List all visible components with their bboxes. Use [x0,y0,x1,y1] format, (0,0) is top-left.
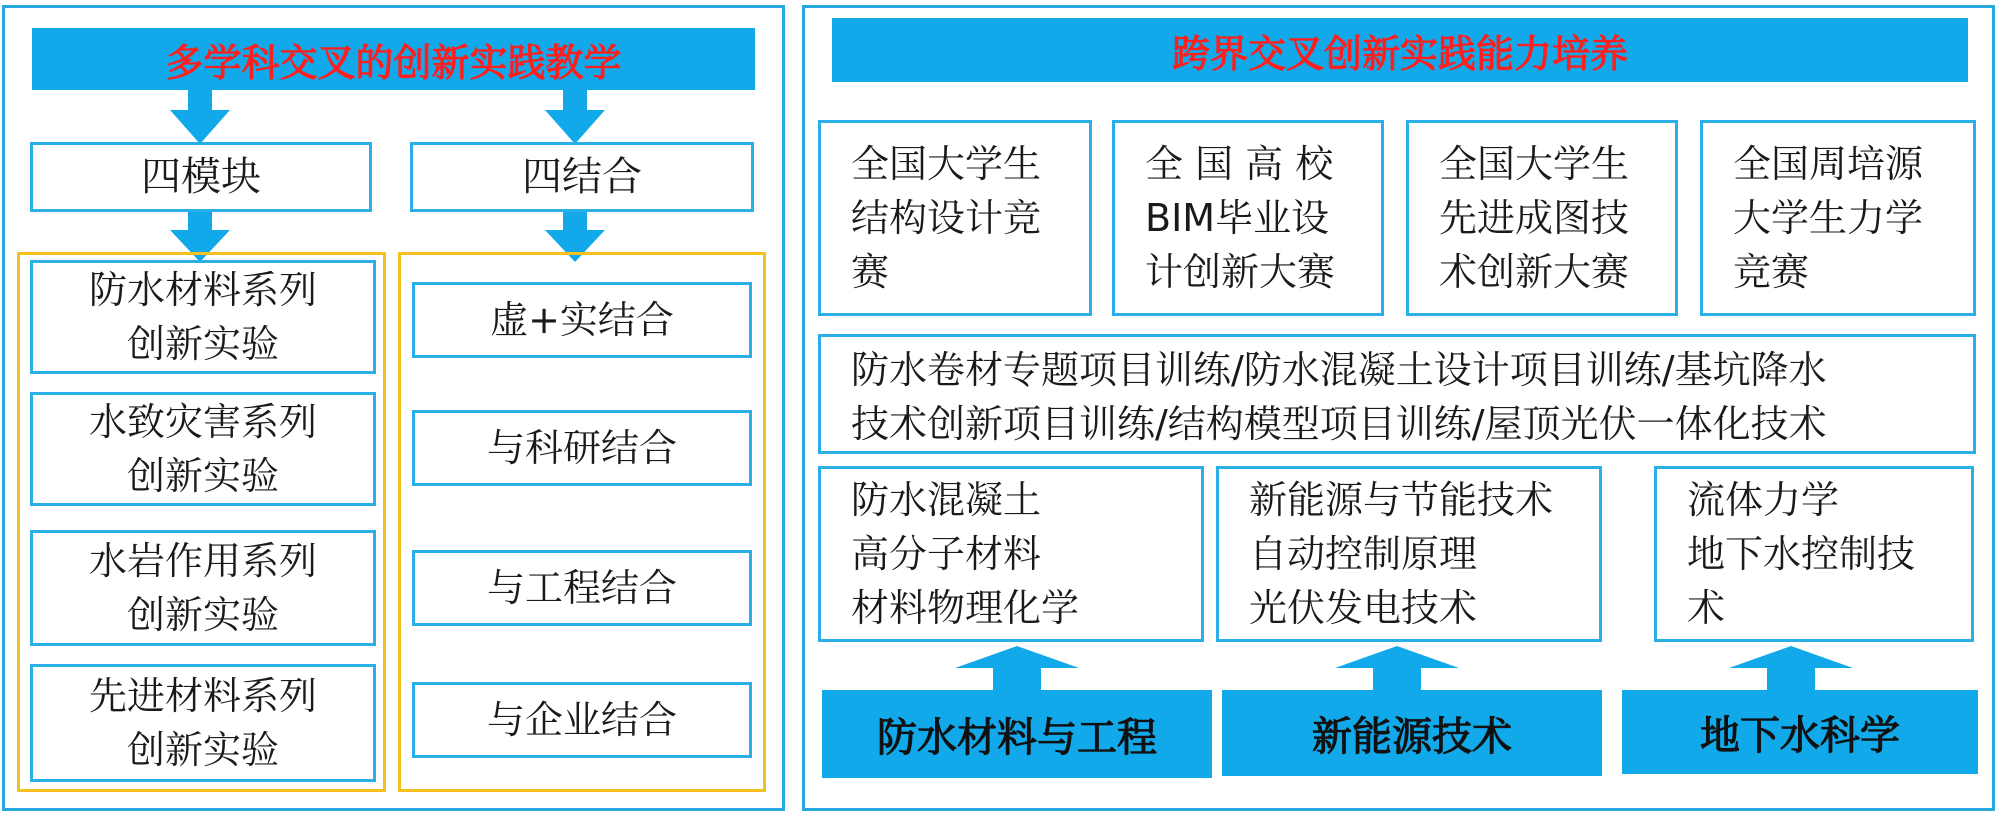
up-arrow-head-2 [1335,646,1459,668]
module-box [30,260,376,374]
up-arrow-head-3 [1729,646,1853,668]
competition-label: 全 国 高 校 BIM毕业设 计创新大赛 [1145,142,1336,294]
up-arrow-shaft-2 [1373,668,1421,690]
combo-box [412,410,752,486]
competition-box [1700,120,1976,316]
projects-label: 防水卷材专题项目训练/防水混凝土设计项目训练/基坑降水 技术创新项目训练/结构模型项目训练/屋顶光伏一体化技术 [851,348,1827,446]
course-box [1216,466,1602,642]
col2-header-label: 四结合 [522,154,642,200]
competition-label: 全国大学生 先进成图技 术创新大赛 [1439,142,1630,294]
module-label: 水岩作用系列 创新实验 [88,539,317,637]
combo-label: 与工程结合 [486,566,677,610]
discipline-label: 地下水科学 [1700,712,1900,759]
discipline-label: 防水材料与工程 [877,714,1157,761]
right-title-banner [832,18,1968,82]
arrow-shaft-1 [188,90,212,112]
projects-box [818,334,1976,454]
course-box [818,466,1204,642]
module-label: 水致灾害系列 创新实验 [88,400,317,498]
module-label: 先进材料系列 创新实验 [88,674,317,772]
course-label: 流体力学 地下水控制技 术 [1687,478,1916,630]
combo-box [412,682,752,758]
discipline-banner [822,690,1212,778]
course-label: 新能源与节能技术 自动控制原理 光伏发电技术 [1249,478,1554,630]
course-box [1654,466,1974,642]
arrow-shaft-2 [563,90,587,112]
course-label: 防水混凝土 高分子材料 材料物理化学 [851,478,1080,630]
col1-header-label: 四模块 [141,154,261,200]
right-title: 跨界交叉创新实践能力培养 [1171,31,1628,76]
up-arrow-shaft-3 [1767,668,1815,690]
up-arrow-head-1 [955,646,1079,668]
module-box [30,530,376,646]
competition-label: 全国周培源 大学生力学 竞赛 [1733,142,1924,294]
left-title-banner [32,28,755,90]
left-title: 多学科交叉的创新实践教学 [165,40,622,85]
combo-box [412,550,752,626]
combo-box [412,282,752,358]
arrow-head-2 [545,110,605,144]
competition-label: 全国大学生 结构设计竞 赛 [851,142,1042,294]
module-box [30,664,376,782]
arrow-shaft-4 [563,212,587,232]
arrow-shaft-3 [188,212,212,232]
col1-header [30,142,372,212]
combo-label: 虚+实结合 [490,298,674,342]
combo-label: 与企业结合 [486,698,677,742]
up-arrow-shaft-1 [993,668,1041,690]
combo-label: 与科研结合 [486,426,677,470]
discipline-label: 新能源技术 [1312,713,1512,760]
arrow-head-1 [170,110,230,144]
discipline-banner [1222,690,1602,776]
module-box [30,392,376,506]
discipline-banner [1622,690,1978,774]
module-label: 防水材料系列 创新实验 [88,268,317,366]
col2-header [410,142,754,212]
competition-box [818,120,1092,316]
competition-box [1112,120,1384,316]
competition-box [1406,120,1678,316]
